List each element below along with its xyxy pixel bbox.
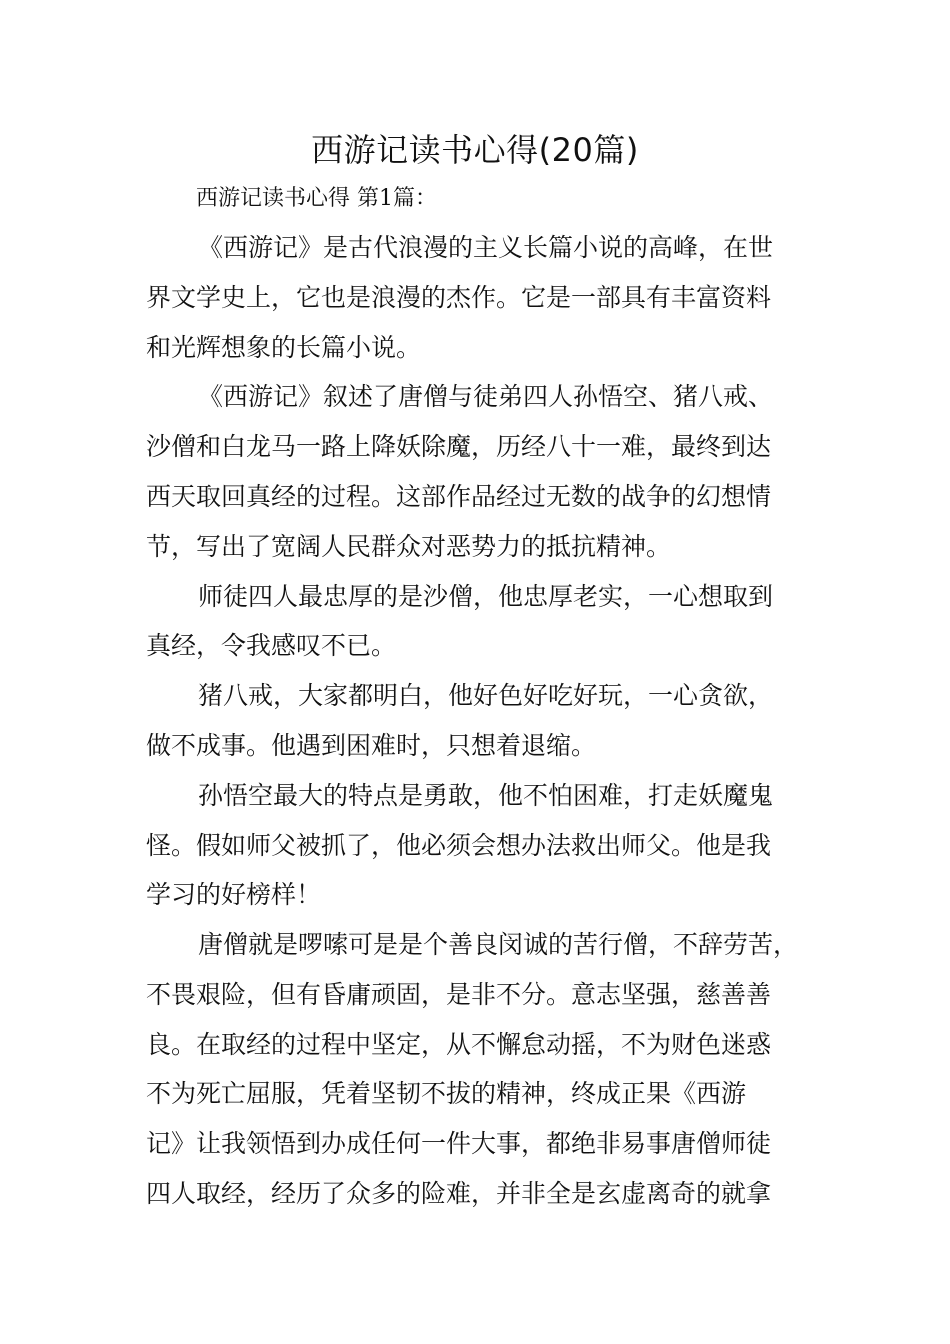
- text-line: 唐僧就是啰嗦可是是个善良闵诚的苦行僧，不辞劳苦，: [198, 930, 799, 959]
- text-line: 良。在取经的过程中坚定，从不懈怠动摇，不为财色迷惑: [146, 1030, 772, 1059]
- text-line: 孙悟空最大的特点是勇敢，他不怕困难，打走妖魔鬼: [198, 781, 774, 810]
- text-line: 《西游记》叙述了唐僧与徒弟四人孙悟空、猪八戒、: [198, 382, 774, 411]
- text-line: 界文学史上，它也是浪漫的杰作。它是一部具有丰富资料: [146, 283, 772, 312]
- text-line: 师徒四人最忠厚的是沙僧，他忠厚老实，一心想取到: [198, 582, 774, 611]
- text-line: 不为死亡屈服，凭着坚韧不拔的精神，终成正果《西游: [146, 1079, 747, 1108]
- text-line: 节，写出了宽阔人民群众对恶势力的抵抗精神。: [146, 532, 672, 561]
- text-line: 和光辉想象的长篇小说。: [146, 333, 422, 362]
- section-heading: 西游记读书心得 第1篇：: [196, 186, 437, 211]
- text-line: 《西游记》是古代浪漫的主义长篇小说的高峰，在世: [198, 233, 774, 262]
- text-line: 做不成事。他遇到困难时，只想着退缩。: [146, 731, 597, 760]
- text-line: 西天取回真经的过程。这部作品经过无数的战争的幻想情: [146, 482, 772, 511]
- text-line: 怪。假如师父被抓了，他必须会想办法救出师父。他是我: [146, 831, 772, 860]
- text-line: 猪八戒，大家都明白，他好色好吃好玩，一心贪欲，: [198, 681, 774, 710]
- text-line: 沙僧和白龙马一路上降妖除魔，历经八十一难，最终到达: [146, 432, 772, 461]
- text-line: 学习的好榜样！: [146, 880, 322, 909]
- text-line: 真经，令我感叹不已。: [146, 631, 397, 660]
- text-line: 四人取经，经历了众多的险难，并非全是玄虚离奇的就拿: [146, 1179, 772, 1208]
- document-title: 西游记读书心得(20篇): [311, 131, 639, 169]
- text-line: 记》让我领悟到办成任何一件大事，都绝非易事唐僧师徒: [146, 1129, 772, 1158]
- text-line: 不畏艰险，但有昏庸顽固，是非不分。意志坚强，慈善善: [146, 980, 772, 1009]
